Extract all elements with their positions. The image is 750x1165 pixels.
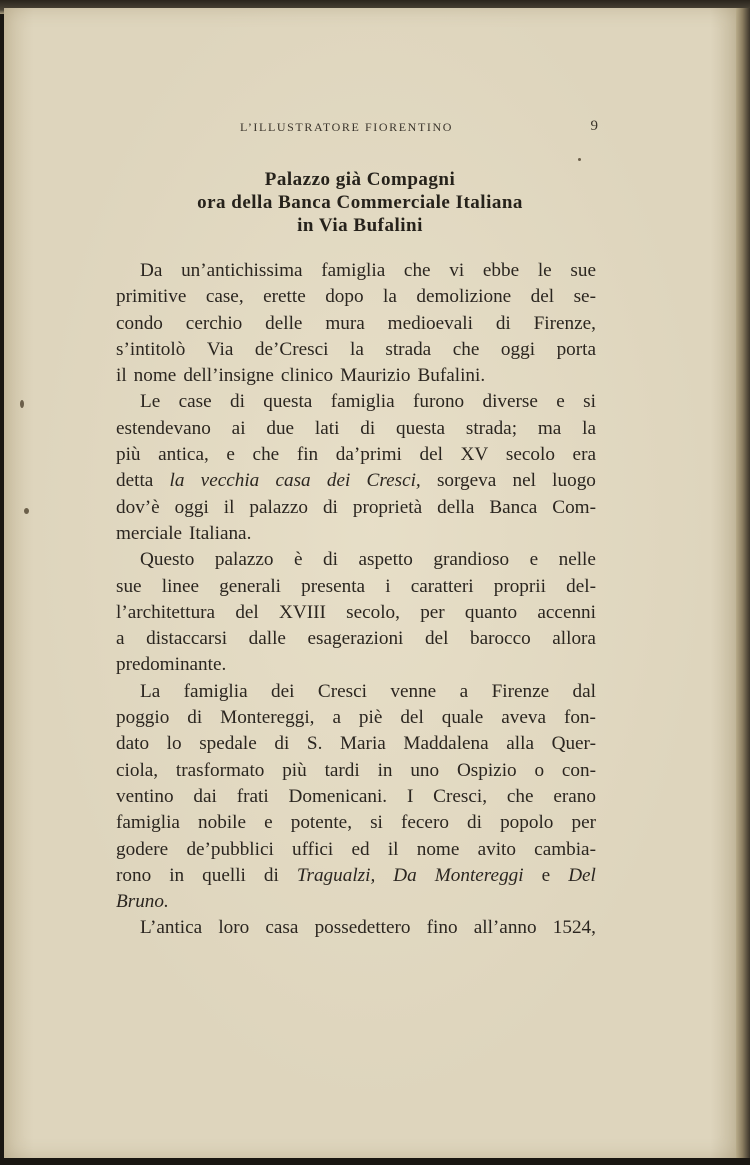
text-line [116,416,596,442]
word: tardi [324,759,360,781]
word: alla [506,733,534,755]
text-line [116,574,596,600]
word: Ospizio [456,759,517,781]
word: di [467,812,482,834]
word: sue [116,575,142,597]
word: de’Cresci [254,338,329,360]
word: linee [161,575,200,597]
word: Bruno. [116,891,169,913]
word: nome [416,838,460,860]
word: nelle [558,549,596,571]
word: Domenicani. [288,785,388,807]
word: la [169,470,185,492]
running-head [100,118,600,138]
word: del [235,601,259,623]
word: di [187,707,203,729]
heading-line: Palazzo già Compagni [264,169,456,190]
word: Questo [140,549,195,571]
word: a [332,707,341,729]
word: barocco [469,628,531,650]
word: uffici [292,838,334,860]
word: I [406,785,414,807]
word: le [537,260,552,281]
word: palazzo [214,549,274,571]
text-line [116,810,596,836]
word: erano [553,785,596,807]
word: avito [477,838,516,860]
word: la [383,286,397,308]
word: cambia- [534,838,596,860]
word: dai [193,785,217,807]
word: quale [441,707,484,729]
word: Montereggi, [220,707,315,729]
word: de’pubblici [186,838,274,860]
paper-spot [24,508,29,514]
word: Le [140,391,161,413]
word: erette [263,286,306,308]
word: detta [116,470,154,492]
word: Cresci, [366,470,421,492]
word: quelli [202,864,246,886]
word: di [322,496,338,518]
word: l’architettura [116,601,216,623]
paper-spot [578,158,581,161]
word: che [506,785,534,807]
word: aveva [501,707,546,729]
word: case [178,391,212,413]
running-title: L’ILLUSTRATORE FIORENTINO [240,120,453,134]
word: grandioso [433,549,510,571]
word: cerchio [185,312,243,334]
text-line [116,258,596,284]
word: antica, [158,444,209,466]
word: e [226,444,235,466]
word: dei [326,470,351,492]
word: quanto [464,601,518,623]
word: nome [133,365,177,387]
word: allora [552,628,596,650]
text-line [116,679,596,705]
word: e [529,549,539,571]
word: un’antichissima [181,260,303,281]
word: del- [566,575,596,597]
word: a [116,628,125,650]
text-line [116,389,596,415]
text-line [116,758,596,784]
word: aspetto [358,549,413,571]
word: XVIII [279,601,326,623]
word: Quer- [551,733,596,755]
text-line [116,547,596,573]
word: dato [116,733,150,755]
word: frati [236,785,269,807]
word: Tragualzi, [296,864,376,886]
text-line [116,363,596,389]
word: Da [393,864,417,886]
word: ma [537,417,562,439]
word: case, [205,286,244,308]
word: loro [218,917,250,939]
word: fon- [563,707,596,729]
word: demolizione [416,286,512,308]
text-line [116,284,596,310]
word: dalle [248,628,286,650]
word: del [530,286,555,308]
text-line [116,600,596,626]
text-line [116,521,596,547]
text-line [116,705,596,731]
word: per [571,812,596,834]
text-line [116,495,596,521]
word: per [420,601,445,623]
word: piè [358,707,383,729]
word: e [541,864,551,886]
word: dei [271,680,295,702]
word: fecero [401,812,449,834]
word: accenni [537,601,596,623]
word: proprii [493,575,546,597]
word: luogo [552,470,596,492]
page-edge-shadow [736,8,750,1158]
word: in [169,864,185,886]
word: godere [116,838,169,860]
word: del [419,444,443,466]
word: si [370,812,383,834]
word: se- [573,286,596,308]
word: all’anno [473,917,537,939]
word: mura [325,312,365,334]
text-line [116,626,596,652]
word: che [403,260,431,281]
word: di [274,733,290,755]
word: uno [410,759,440,781]
word: ed [351,838,370,860]
word: o [534,759,545,781]
paper-spot [20,400,24,408]
word: da’primi [335,444,402,466]
word: estendevano [116,417,211,439]
word: della [437,496,475,518]
word: esagerazioni [307,628,404,650]
word: ventino [116,785,174,807]
word: Firenze [491,680,550,702]
chapter-heading [100,168,620,237]
word: con- [561,759,596,781]
word: popolo [500,812,554,834]
word: e [556,391,565,413]
word: di [263,864,279,886]
word: spedale [199,733,257,755]
word: distaccarsi [146,628,228,650]
word: in [377,759,393,781]
word: secolo, [346,601,400,623]
word: due [266,417,295,439]
word: Maria [339,733,386,755]
text-line [116,784,596,810]
word: Com- [552,496,596,518]
word: caratteri [410,575,474,597]
body-text [116,258,596,942]
text-line [116,442,596,468]
word: Del [568,864,596,886]
word: casa [275,470,311,492]
word: venne [390,680,437,702]
word: Via [206,338,234,360]
word: porta [556,338,596,360]
word: oggi [174,496,209,518]
word: s’intitolò [116,338,186,360]
word: La [140,680,161,702]
word: dov’è [116,496,160,518]
word: è [293,549,303,571]
word: casa [265,917,299,939]
word: secolo [505,444,555,466]
text-line [116,311,596,337]
word: a [459,680,469,702]
word: famiglia [183,680,248,702]
heading-line: in Via Bufalini [297,215,423,236]
word: fin [296,444,319,466]
word: di [360,417,376,439]
word: oggi [500,338,536,360]
word: Banca [489,496,538,518]
word: era [572,444,596,466]
text-line [116,863,596,889]
word: questa [263,391,313,413]
word: di [323,549,338,571]
word: Firenze, [533,312,596,334]
word: trasformato [175,759,265,781]
word: ebbe [482,260,520,281]
word: Cresci [317,680,367,702]
word: medioevali [387,312,473,334]
word: dopo [325,286,364,308]
text-line [116,731,596,757]
word: generali [219,575,281,597]
word: lati [314,417,340,439]
word: merciale [116,522,183,544]
word: fino [426,917,458,939]
word: delle [265,312,303,334]
word: possedettero [314,917,411,939]
word: clinico [280,365,334,387]
word: lo [166,733,182,755]
word: condo [116,312,163,334]
word: nobile [198,812,246,834]
word: Cresci, [433,785,487,807]
word: potente, [290,812,352,834]
word: si [583,391,596,413]
word: del [400,707,424,729]
word: vecchia [200,470,260,492]
word: dal [572,680,596,702]
word: Maurizio [340,365,411,387]
word: del [424,628,449,650]
word: nel [512,470,536,492]
word: più [116,444,141,466]
word: S. [306,733,323,755]
word: palazzo [249,496,308,518]
word: dell’insigne [183,365,274,387]
word: ai [231,417,246,439]
word: Da [140,260,163,281]
word: Maddalena [403,733,489,755]
word: L’antica [140,917,203,939]
text-line [116,889,596,915]
word: di [230,391,245,413]
word: e [264,812,273,834]
word: il [387,838,399,860]
word: proprietà [352,496,423,518]
word: che [452,338,480,360]
word: di [495,312,511,334]
word: Bufalini. [417,365,486,387]
word: ciola, [116,759,159,781]
word: predominante. [116,654,227,676]
word: strada; [465,417,518,439]
word: poggio [116,707,170,729]
word: i [385,575,391,597]
word: 1524, [552,917,596,939]
text-line [116,837,596,863]
word: il [223,496,235,518]
word: XV [460,444,489,466]
word: furono [412,391,465,413]
word: più [282,759,307,781]
word: Italiana. [189,522,252,544]
word: primitive [116,286,187,308]
word: vi [449,260,465,281]
word: che [252,444,280,466]
text-line [116,652,596,678]
word: il [116,365,127,387]
word: famiglia [321,260,386,281]
heading-line: ora della Banca Commerciale Italiana [197,192,523,213]
word: la [349,338,364,360]
word: famiglia [116,812,180,834]
word: famiglia [330,391,395,413]
word: sue [570,260,596,281]
text-line [116,337,596,363]
word: rono [116,864,152,886]
word: la [582,417,596,439]
word: questa [396,417,446,439]
text-line [116,915,596,941]
word: presenta [301,575,366,597]
word: Montereggi [434,864,524,886]
text-line [116,468,596,494]
page-number: 9 [590,118,598,134]
word: diverse [482,391,538,413]
word: sorgeva [436,470,497,492]
word: strada [385,338,432,360]
